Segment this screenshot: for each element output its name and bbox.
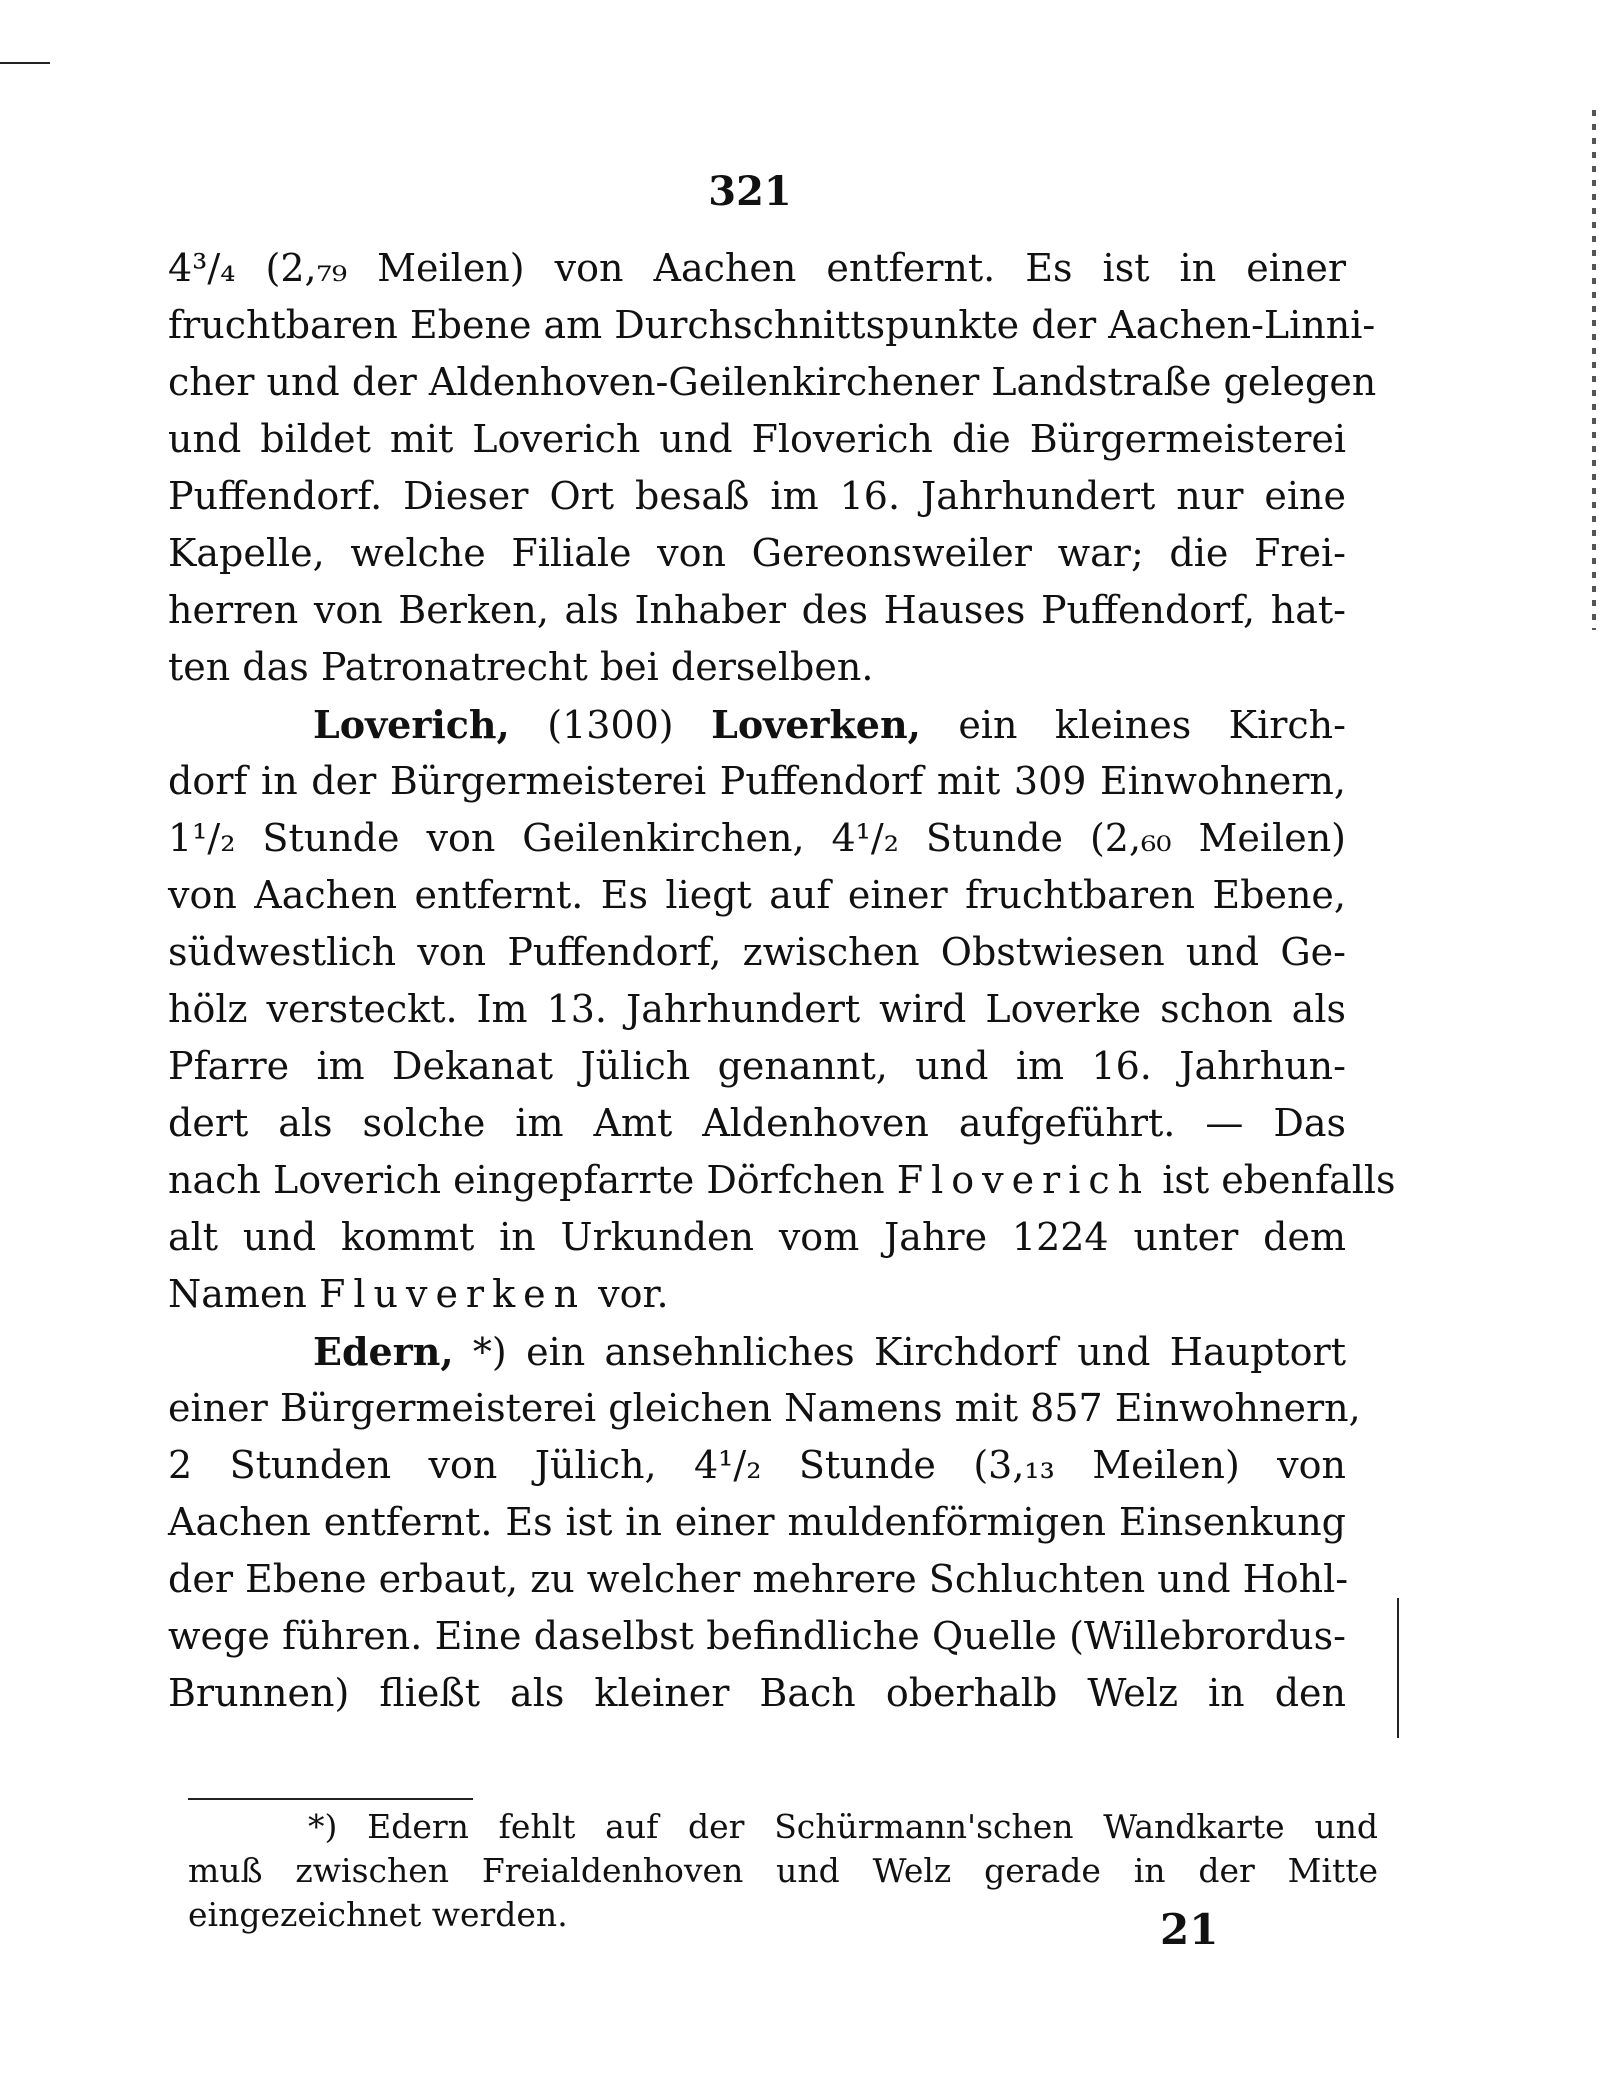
page-number: 321 <box>708 168 792 215</box>
text-line: dorf in der Bürgermeisterei Puffendorf mit 309 Einwohnern, <box>168 759 1346 803</box>
body-text <box>168 240 1396 1722</box>
text-line: ten das Patronatrecht bei derselben. <box>168 645 874 689</box>
footnote-line: eingezeichnet werden. <box>188 1895 568 1934</box>
text-line: cher und der Aldenhoven-Geilenkirchener Landstraße gelegen <box>168 360 1377 404</box>
entry-heading-loverich: Loverich, <box>313 702 510 747</box>
entry-heading-loverken: Loverken, <box>711 702 921 747</box>
text-line: von Aachen entfernt. Es liegt auf einer fruchtbaren Ebene, <box>168 873 1346 917</box>
text-line: einer Bürgermeisterei gleichen Namens mit 857 Einwohnern, <box>168 1386 1361 1430</box>
spaced-name-fluverken: Fluverken <box>318 1272 587 1316</box>
entry-heading-rest: *) ein ansehnliches Kirchdorf und Hauptort <box>453 1330 1346 1374</box>
text-line: hölz versteckt. Im 13. Jahrhundert wird Loverke schon als <box>168 987 1346 1031</box>
footnote-line: muß zwischen Freialdenhoven und Welz gerade in der Mitte <box>188 1851 1378 1890</box>
entry-heading-edern: Edern, <box>313 1329 454 1374</box>
text-line: Puffendorf. Dieser Ort besaß im 16. Jahrhundert nur eine <box>168 474 1346 518</box>
text-line: südwestlich von Puffendorf, zwischen Obstwiesen und Ge- <box>168 930 1346 974</box>
entry-heading-year: (1300) <box>509 703 712 747</box>
text-line: Pfarre im Dekanat Jülich genannt, und im 16. Jahrhun- <box>168 1044 1346 1088</box>
text-fragment: Namen <box>168 1272 319 1316</box>
text-line: 2 Stunden von Jülich, 4¹/₂ Stunde (3,₁₃ Meilen) von <box>168 1443 1346 1487</box>
text-line: der Ebene erbaut, zu welcher mehrere Schluchten und Hohl- <box>168 1557 1349 1601</box>
text-line: dert als solche im Amt Aldenhoven aufgeführt. — Das <box>168 1101 1346 1145</box>
entry-heading-rest: ein kleines Kirch- <box>920 703 1346 747</box>
text-line: Kapelle, welche Filiale von Gereonsweiler war; die Frei- <box>168 531 1346 575</box>
entry-heading-line-edern <box>168 1323 1346 1380</box>
margin-bracket <box>1397 1598 1407 1738</box>
entry-heading-line-loverich <box>168 696 1346 753</box>
text-line-floverich <box>168 1152 1396 1209</box>
text-fragment: vor. <box>586 1272 669 1316</box>
footnote-line: *) Edern fehlt auf der Schürmann'schen Wandkarte und <box>308 1807 1378 1846</box>
footnote-rule <box>188 1798 473 1800</box>
text-line: wege führen. Eine daselbst befindliche Quelle (Willebrordus- <box>168 1614 1346 1658</box>
text-line: Aachen entfernt. Es ist in einer muldenförmigen Einsenkung <box>168 1500 1346 1544</box>
text-line: herren von Berken, als Inhaber des Hauses Puffendorf, hat- <box>168 588 1346 632</box>
text-fragment: ist ebenfalls <box>1150 1158 1396 1202</box>
text-line: 1¹/₂ Stunde von Geilenkirchen, 4¹/₂ Stunde (2,₆₀ Meilen) <box>168 816 1346 860</box>
text-line: und bildet mit Loverich und Floverich die Bürgermeisterei <box>168 417 1346 461</box>
scan-edge-mark-top <box>0 62 50 64</box>
text-line: fruchtbaren Ebene am Durchschnittspunkte der Aachen-Linni- <box>168 303 1376 347</box>
text-fragment: nach Loverich eingepfarrte Dörfchen <box>168 1158 897 1202</box>
text-line-fluverken <box>168 1266 1346 1323</box>
text-line: Brunnen) fließt als kleiner Bach oberhalb Welz in den <box>168 1671 1346 1715</box>
text-line: alt und kommt in Urkunden vom Jahre 1224 unter dem <box>168 1215 1346 1259</box>
spaced-name-floverich: Floverich <box>896 1158 1151 1202</box>
text-line: 4³/₄ (2,₇₉ Meilen) von Aachen entfernt. Es ist in einer <box>168 246 1346 290</box>
scan-binding-dots <box>1592 110 1596 630</box>
signature-mark: 21 <box>1160 1905 1219 1954</box>
